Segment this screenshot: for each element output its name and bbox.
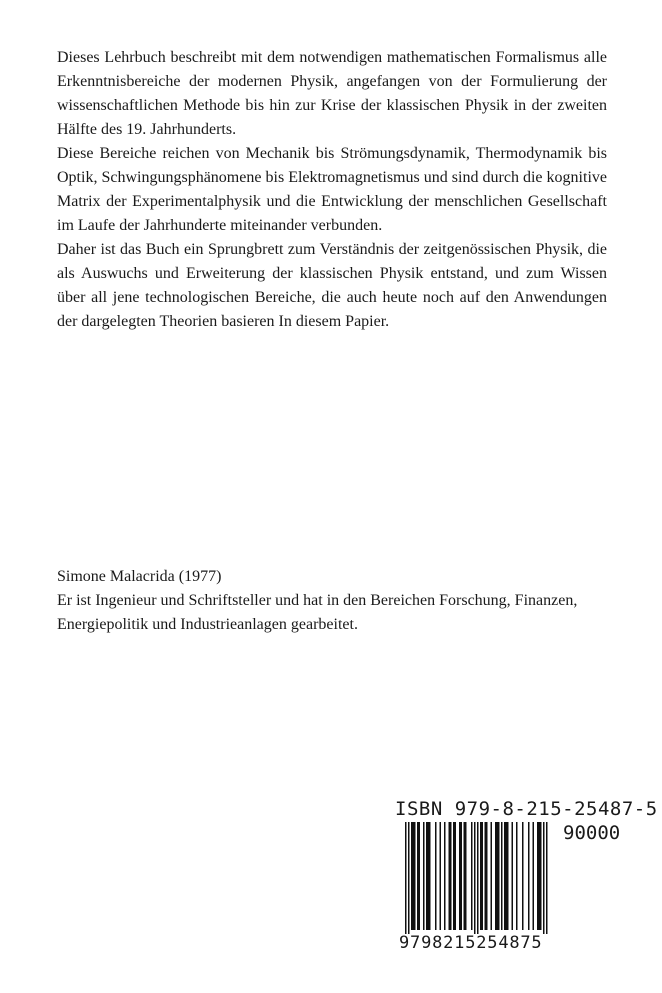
barcode-bar bbox=[414, 822, 416, 930]
barcode-bar bbox=[491, 822, 493, 930]
barcode-bar bbox=[497, 822, 499, 930]
barcode-bar bbox=[495, 822, 497, 930]
barcode-bar bbox=[543, 822, 545, 934]
blurb-paragraph-2: Diese Bereiche reichen von Mechanik bis Strömungsdynamik, Thermodynamik bis Optik, Schwingungsphänomene bis Elektromagnetismus und sind durch die kognitive Matrix der Experimentalphysik und die Entwicklung der menschlichen Gesellschaft im Laufe der Jahrhunderte miteinander verbunden. bbox=[57, 145, 607, 234]
isbn-barcode-block bbox=[395, 798, 658, 958]
barcode-bar bbox=[540, 822, 542, 930]
barcode-bar bbox=[474, 822, 476, 934]
barcode-bar bbox=[537, 822, 539, 930]
barcode-bar bbox=[429, 822, 431, 930]
barcode-bar bbox=[408, 822, 410, 934]
barcode-bar bbox=[506, 822, 508, 930]
barcode-bar bbox=[428, 822, 430, 930]
barcode-bar bbox=[464, 822, 466, 930]
barcode-bar bbox=[485, 822, 487, 930]
barcode-bar bbox=[449, 822, 451, 930]
barcode-bar bbox=[435, 822, 437, 930]
author-section bbox=[57, 565, 617, 637]
barcode-bar bbox=[471, 822, 473, 930]
blurb-paragraph-1: Dieses Lehrbuch beschreibt mit dem notwendigen mathematischen Formalismus alle Erkenntnisbereiche der modernen Physik, angefangen von der Formulierung der wissenschaftlichen Methode bis hin zur Krise der klassischen Physik in der zweiten Hälfte des 19. Jahrhunderts. bbox=[57, 49, 607, 138]
barcode-bar bbox=[455, 822, 457, 930]
barcode-bar bbox=[512, 822, 514, 930]
barcode-bar bbox=[533, 822, 535, 930]
blurb-paragraph-3: Daher ist das Buch ein Sprungbrett zum Verständnis der zeitgenössischen Physik, die als Auswuchs und Erweiterung der klassischen Physik entstand, und zum Wissen über all jene technologischen Bereiche, die auch heute noch auf den Anwendungen der dargelegten Theorien basieren In diesem Papier. bbox=[57, 241, 607, 330]
barcode-bar bbox=[417, 822, 419, 930]
barcode-image bbox=[395, 822, 555, 934]
barcode-bar bbox=[501, 822, 503, 930]
barcode-bar bbox=[411, 822, 413, 930]
barcode-bar bbox=[419, 822, 421, 930]
barcode-bar bbox=[465, 822, 467, 930]
barcode-bar bbox=[477, 822, 479, 934]
barcode-bar bbox=[459, 822, 461, 930]
barcode-bar bbox=[453, 822, 455, 930]
barcode-bar bbox=[539, 822, 541, 930]
barcode-bar bbox=[482, 822, 484, 930]
barcode-bar bbox=[480, 822, 482, 930]
barcode-bar bbox=[528, 822, 530, 930]
isbn-text: ISBN 979-8-215-25487-5 bbox=[395, 798, 658, 820]
barcode-bar bbox=[461, 822, 463, 930]
barcode-bar bbox=[546, 822, 548, 934]
barcode-bar bbox=[413, 822, 415, 930]
back-cover-blurb bbox=[57, 46, 607, 334]
barcode-digits: 9798215254875 bbox=[399, 933, 543, 953]
barcode-bar bbox=[423, 822, 425, 930]
barcode-bar bbox=[498, 822, 500, 930]
barcode-bar bbox=[405, 822, 407, 934]
barcode-bar bbox=[450, 822, 452, 930]
barcode-bar bbox=[426, 822, 428, 930]
author-bio: Er ist Ingenieur und Schriftsteller und hat in den Bereichen Forschung, Finanzen, Energiepolitik und Industrieanlagen gearbeitet. bbox=[57, 592, 578, 633]
price-code: 90000 bbox=[563, 822, 621, 844]
barcode-bar bbox=[440, 822, 442, 930]
barcode-bar bbox=[522, 822, 524, 930]
barcode-bar bbox=[504, 822, 506, 930]
barcode-bar bbox=[507, 822, 509, 930]
barcode-bar bbox=[516, 822, 518, 930]
author-name: Simone Malacrida (1977) bbox=[57, 568, 222, 585]
barcode-bar bbox=[486, 822, 488, 930]
barcode-bar bbox=[444, 822, 446, 930]
